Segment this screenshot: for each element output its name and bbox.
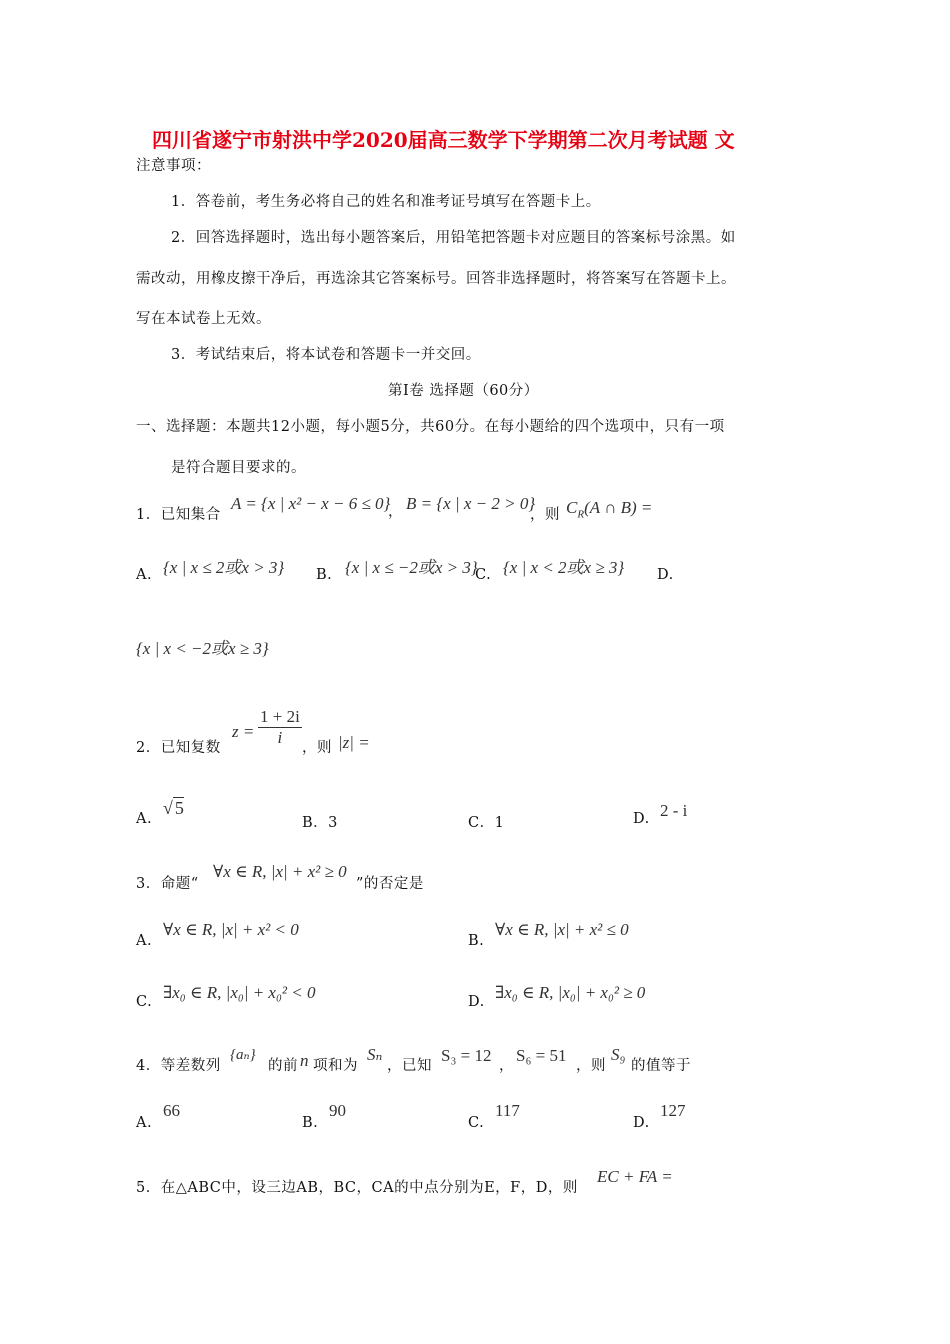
q4-option-d-label: D. [633,1115,650,1131]
notice-item-1: 1．答卷前，考生务必将自己的姓名和准考证号填写在答题卡上。 [171,194,601,210]
q4-text-4: ，则 [576,1058,606,1074]
q4-text-3: ，已知 [387,1058,432,1074]
section-intro-line-1: 一、选择题：本题共12小题，每小题5分，共60分。在每小题给的四个选项中，只有一项 [136,419,725,435]
q4-option-c-label: C. [468,1115,485,1131]
q4-n: n [300,1051,309,1070]
q2-fraction-denominator: i [277,728,283,747]
notice-item-2-line-3: 写在本试卷上无效。 [136,311,271,327]
q2-option-a: √ 5 [163,798,184,818]
q1-then: ，则 [530,507,560,523]
q2-abs-z: |z| = [338,733,370,752]
notice-item-2-line-2: 需改动，用橡皮擦干净后，再选涂其它答案标号。回答非选择题时，将答案写在答题卡上。 [136,271,736,287]
q4-text-2: 项和为 [313,1058,358,1074]
q4-s6: S₆ = 51 [516,1046,567,1065]
q4-text-end: 的值等于 [631,1058,691,1074]
q2-option-d-label: D. [633,811,650,827]
q2-fraction-numerator: 1 + 2i [260,707,300,726]
q4-option-d: 127 [660,1101,686,1120]
notice-heading: 注意事项： [136,158,211,174]
q1-option-a-label: A. [136,567,153,583]
q1-option-c-label: C. [475,567,492,583]
q4-option-b: 90 [329,1101,346,1120]
q4-option-c: 117 [495,1101,520,1120]
q3-option-d: ∃x₀ ∈ R, |x₀| + x₀² ≥ 0 [495,983,646,1002]
q1-option-b: {x | x ≤ −2或x > 3} [345,558,478,577]
q4-comma: ， [499,1058,514,1074]
q2-option-a-radicand: 5 [174,798,184,818]
q4-stem: 4．等差数列 [136,1058,221,1074]
q1-complement-symbol: C [566,498,578,517]
q3-option-a-label: A. [136,933,153,949]
q2-z: z = [232,722,255,741]
q5-expression: EC + FA = [597,1167,673,1186]
q4-option-b-label: B. [302,1115,319,1131]
q2-option-c: C．1 [468,815,505,831]
q2-option-d: 2 - i [660,801,688,820]
q3-option-b-label: B. [468,933,485,949]
q4-s9: S₉ [611,1045,626,1064]
q2-stem: 2．已知复数 [136,740,221,756]
q3-option-c: ∃x₀ ∈ R, |x₀| + x₀² < 0 [163,983,316,1002]
q3-option-a: ∀x ∈ R, |x| + x² < 0 [163,920,299,939]
q5-stem: 5．在△ABC中，设三边AB，BC，CA的中点分别为E，F，D，则 [136,1180,578,1196]
q4-sn: Sₙ [367,1045,383,1064]
q1-complement-expr [566,498,652,520]
section-heading: 第Ⅰ卷 选择题（60分） [388,383,539,399]
q2-option-a-label: A. [136,811,153,827]
q1-stem: 1．已知集合 [136,507,221,523]
q1-option-a: {x | x ≤ 2或x > 3} [163,558,285,577]
q2-fraction [258,707,302,748]
notice-item-3: 3．考试结束后，将本试卷和答题卡一并交回。 [171,347,481,363]
q4-s3: S₃ = 12 [441,1046,492,1065]
q3-stem-pre: 3．命题“ [136,876,199,892]
q1-set-b: B = {x | x − 2 > 0} [406,494,536,513]
notice-item-2-line-1: 2．回答选择题时，选出每小题答案后，用铅笔把答题卡对应题目的答案标号涂黑。如 [171,230,736,246]
q1-option-b-label: B. [316,567,333,583]
q4-option-a-label: A. [136,1115,153,1131]
q3-option-b: ∀x ∈ R, |x| + x² ≤ 0 [495,920,629,939]
q3-stem-post: ”的否定是 [356,876,424,892]
q3-proposition: ∀x ∈ R, |x| + x² ≥ 0 [213,862,347,881]
q4-text-1: 的前 [268,1058,298,1074]
section-intro-line-2: 是符合题目要求的。 [171,460,306,476]
q1-complement-subscript: R [577,508,585,521]
q1-comma: ， [388,504,403,520]
q4-sequence: {aₙ} [230,1047,256,1063]
q4-option-a: 66 [163,1101,180,1120]
q1-set-a: A = {x | x² − x − 6 ≤ 0} [231,494,391,513]
q2-then: ，则 [302,740,332,756]
q1-complement-rest: (A ∩ B) = [584,498,653,517]
q3-option-d-label: D. [468,994,485,1010]
document-title: 四川省遂宁市射洪中学2020届高三数学下学期第二次月考试题 文 [152,128,735,152]
q1-option-c: {x | x < 2或x ≥ 3} [503,558,625,577]
q1-option-d: {x | x < −2或x ≥ 3} [136,639,269,658]
q1-option-d-label: D. [657,567,674,583]
q3-option-c-label: C. [136,994,153,1010]
q2-option-b: B．3 [302,815,338,831]
